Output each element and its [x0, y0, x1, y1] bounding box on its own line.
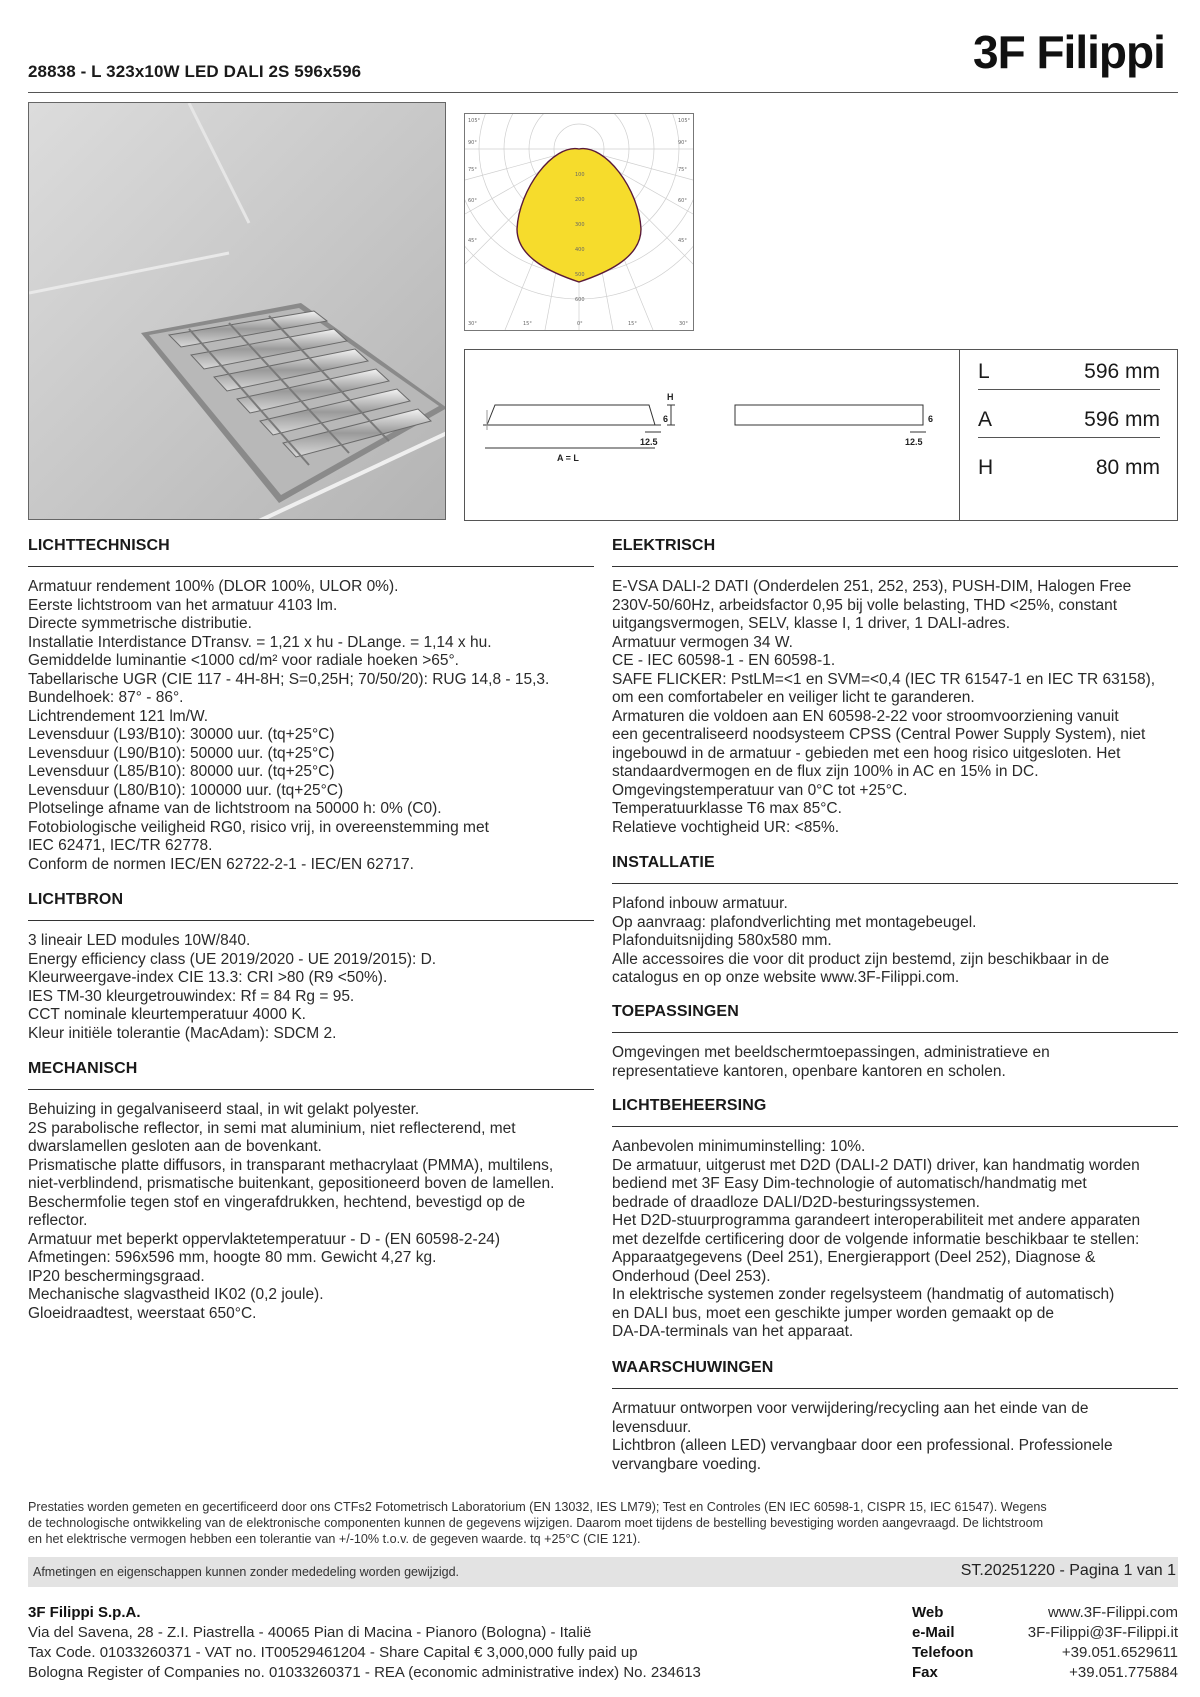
text-line: SAFE FLICKER: PstLM=<1 en SVM=<0,4 (IEC TR 61547-1 en IEC TR 63158), [612, 670, 1156, 688]
text-line: reflector. [28, 1212, 88, 1229]
footnote-line: de technologische ontwikkeling van de elektronische componenten kunnen de gegevens wijzigen. Daarom moet tijdens de bestelling bevestiging worden aangevraagd. De lichtstroom [28, 1516, 1044, 1530]
text-line: bediend met 3F Easy Dim-technologie of automatisch/handmatig met [612, 1175, 1087, 1192]
dim-label: A [978, 408, 993, 431]
text-line: uitgangsvermogen, SELV, klasse I, 1 driver, 1 DALI-adres. [612, 615, 1011, 632]
section-body [28, 578, 594, 874]
section-heading: MECHANISCH [28, 1060, 594, 1090]
text-line: Onderhoud (Deel 253). [612, 1267, 771, 1285]
dim-12-5-right: 12.5 [905, 437, 923, 447]
text-line: E-VSA DALI-2 DATI (Onderdelen 251, 252, 253), PUSH-DIM, Halogen Free [612, 578, 1132, 595]
company-tax: Tax Code. 01033260371 - VAT no. IT00529461204 - Share Capital € 3,000,000 fully paid up [28, 1644, 638, 1661]
contact-key: Fax [912, 1664, 938, 1681]
brand-logo [973, 22, 1178, 80]
text-line: Installatie Interdistance DTransv. = 1,21 x hu - DLange. = 1,14 x hu. [28, 633, 492, 651]
text-line: Bundelhoek: 87° - 86°. [28, 689, 184, 706]
text-line: Eerste lichtstroom van het armatuur 4103 lm. [28, 596, 338, 614]
section-waarschuwingen [612, 1359, 1178, 1474]
polar-radial-label: 100 [575, 172, 585, 178]
text-line: vervangbare voeding. [612, 1455, 762, 1473]
dim-divider [959, 350, 960, 520]
dim-6-left: 6 [663, 414, 669, 424]
polar-angle-label: 90° [678, 140, 687, 146]
logo-text: 3F Filippi [973, 26, 1165, 78]
text-line: Het D2D-stuurprogramma garandeert interoperabiliteit met andere apparaten [612, 1212, 1141, 1229]
disclaimer-bar [28, 1557, 1178, 1587]
text-line: Levensduur (L93/B10): 30000 uur. (tq+25°C) [28, 726, 335, 743]
contact-key: e-Mail [912, 1624, 955, 1641]
text-line: 230V-50/60Hz, arbeidsfactor 0,95 bij volle belasting, THD <25%, constant [612, 596, 1118, 614]
section-lichttechnisch [28, 537, 594, 874]
section-elektrisch [612, 537, 1178, 837]
dim-6-right: 6 [928, 414, 934, 424]
text-line: Plotselinge afname van de lichtstroom na 50000 h: 0% (C0). [28, 800, 442, 817]
dim-label: L [978, 360, 990, 383]
contact-row-email [912, 1623, 1178, 1643]
section-lichtbron [28, 891, 594, 1043]
dim-h-label: H [667, 392, 674, 402]
polar-angle-label: 90° [468, 140, 477, 146]
text-line: Beschermfolie tegen stof en vingerafdrukken, hechtend, bevestigd op de [28, 1193, 526, 1211]
polar-angle-label: 45° [678, 238, 687, 244]
section-lichtbeheersing [612, 1097, 1178, 1342]
polar-angle-label: 60° [678, 198, 687, 204]
dim-value: 80 mm [1095, 456, 1160, 479]
text-line: Tabellarische UGR (CIE 117 - 4H-8H; S=0,25H; 70/50/20): RUG 14,8 - 15,3. [28, 670, 550, 688]
company-register: Bologna Register of Companies no. 01033260371 - REA (economic administrative index) No. 234613 [28, 1664, 701, 1681]
section-body [612, 1400, 1178, 1474]
section-body [612, 1044, 1178, 1081]
text-line: Gloeidraadtest, weerstaat 650°C. [28, 1304, 257, 1322]
email-link[interactable]: 3F-Filippi@3F-Filippi.it [1027, 1624, 1178, 1641]
text-line: om een comfortabeler en veiliger licht te garanderen. [612, 689, 975, 706]
text-line: dwarslamellen gesloten aan de bovenkant. [28, 1138, 322, 1155]
polar-bottom-label: 15° [628, 321, 637, 327]
text-line: Kleurweergave-index CIE 13.3: CRI >80 (R9 <50%). [28, 969, 388, 986]
polar-radial-label: 500 [575, 272, 585, 278]
text-line: ingebouwd in de armatuur - gebieden met een hoog risico uitgesloten. Het [612, 744, 1121, 762]
text-line: Levensduur (L90/B10): 50000 uur. (tq+25°C) [28, 744, 335, 762]
dim-12-5-left: 12.5 [640, 437, 658, 447]
text-line: Energy efficiency class (UE 2019/2020 - UE 2019/2015): D. [28, 950, 437, 968]
contact-key: Web [912, 1604, 944, 1621]
footnote [28, 1499, 1178, 1547]
web-link[interactable]: www.3F-Filippi.com [1047, 1604, 1178, 1621]
polar-angle-label: 105° [678, 118, 691, 124]
text-line: Lichtbron (alleen LED) vervangbaar door een professional. Professionele [612, 1437, 1113, 1454]
dim-label: H [978, 456, 994, 479]
phone-value: +39.051.6529611 [1061, 1644, 1178, 1661]
text-line: Omgevingstemperatuur van 0°C tot +25°C. [612, 781, 908, 799]
footnote-line: en het elektrische vermogen hebben een tolerantie van +/-10% t.o.v. de gegeven waarde. tq +25°C (CIE 121). [28, 1532, 641, 1546]
section-installatie [612, 854, 1178, 988]
section-mechanisch [28, 1060, 594, 1323]
text-line: Plafonduitsnijding 580x580 mm. [612, 932, 832, 949]
text-line: Levensduur (L80/B10): 100000 uur. (tq+25°C) [28, 781, 344, 799]
text-line: IP20 beschermingsgraad. [28, 1267, 205, 1285]
section-heading: WAARSCHUWINGEN [612, 1359, 1178, 1389]
polar-angle-label: 105° [468, 118, 481, 124]
company-name: 3F Filippi S.p.A. [28, 1604, 141, 1621]
text-line: Fotobiologische veiligheid RG0, risico vrij, in overeenstemming met [28, 818, 489, 836]
dimension-drawing [465, 350, 959, 520]
section-toepassingen [612, 1003, 1178, 1081]
polar-radial-label: 200 [575, 197, 585, 203]
company-address: Via del Savena, 28 - Z.I. Piastrella - 40065 Pian di Macina - Pianoro (Bologna) - Italië [28, 1624, 592, 1641]
section-heading: ELEKTRISCH [612, 537, 1178, 567]
polar-radial-label: 300 [575, 222, 585, 228]
text-line: Temperatuurklasse T6 max 85°C. [612, 800, 842, 817]
text-line: Aanbevolen minimuminstelling: 10%. [612, 1138, 866, 1155]
text-line: Prismatische platte diffusors, in transparant methacrylaat (PMMA), multilens, [28, 1156, 554, 1174]
text-line: Levensduur (L85/B10): 80000 uur. (tq+25°C) [28, 763, 335, 780]
text-line: Apparaatgegevens (Deel 251), Energierapport (Deel 252), Diagnose & [612, 1249, 1096, 1266]
text-line: Armatuur rendement 100% (DLOR 100%, ULOR 0%). [28, 578, 399, 595]
footnote-line: Prestaties worden gemeten en gecertificeerd door ons CTFs2 Fotometrisch Laboratorium (EN 13032, IES LM79); Test en Controles (EN IEC 60598-1, CISPR 15, IEC 61547). Wegens [28, 1500, 1047, 1514]
text-line: met dezelfde certificering door de volgende informatie beschikbaar te stellen: [612, 1230, 1140, 1248]
text-line: een gecentraliseerd noodsysteem CPSS (Central Power Supply System), niet [612, 726, 1146, 743]
text-line: Armatuur ontworpen voor verwijdering/recycling aan het einde van de [612, 1400, 1089, 1417]
text-line: IEC 62471, IEC/TR 62778. [28, 837, 213, 854]
section-body [28, 1101, 594, 1323]
polar-radial-label: 600 [575, 297, 585, 303]
text-line: Armatuur vermogen 34 W. [612, 633, 793, 651]
header-rule [28, 92, 1178, 93]
text-line: Omgevingen met beeldschermtoepassingen, administratieve en [612, 1044, 1050, 1061]
dim-value: 596 mm [1084, 360, 1160, 383]
section-heading: LICHTBRON [28, 891, 594, 921]
disclaimer-text: Afmetingen en eigenschappen kunnen zonder mededeling worden gewijzigd. [33, 1565, 459, 1579]
company-info [28, 1603, 701, 1683]
section-body [28, 932, 594, 1043]
dim-value: 596 mm [1084, 408, 1160, 431]
text-line: catalogus en op onze website www.3F-Filippi.com. [612, 969, 960, 986]
contact-info [912, 1603, 1178, 1683]
dim-row-l [978, 350, 1160, 390]
contact-key: Telefoon [912, 1644, 974, 1661]
text-line: Behuizing in gegalvaniseerd staal, in wit gelakt polyester. [28, 1101, 420, 1118]
contact-row-fax [912, 1663, 1178, 1683]
polar-angle-label: 75° [468, 167, 477, 173]
section-heading: TOEPASSINGEN [612, 1003, 1178, 1033]
text-line: 3 lineair LED modules 10W/840. [28, 932, 251, 949]
dim-row-h [978, 446, 1160, 486]
text-line: Armatuur met beperkt oppervlaktetemperatuur - D - (EN 60598-2-24) [28, 1230, 501, 1248]
text-line: niet-verblindend, prismatische buitenkant, gepositioneerd boven de lamellen. [28, 1175, 555, 1192]
text-line: CCT nominale kleurtemperatuur 4000 K. [28, 1006, 306, 1023]
polar-bottom-label: 30° [468, 321, 477, 327]
text-line: bedrade of draadloze DALI/D2D-besturingssystemen. [612, 1193, 980, 1211]
contact-row-web [912, 1603, 1178, 1623]
text-line: standaardvermogen en de flux zijn 100% in AC en 15% in DC. [612, 763, 1039, 780]
text-line: Mechanische slagvastheid IK02 (0,2 joule). [28, 1286, 324, 1303]
contact-row-phone [912, 1643, 1178, 1663]
text-line: en DALI bus, moet een geschikte jumper worden gemaakt op de [612, 1304, 1055, 1322]
text-line: Directe symmetrische distributie. [28, 615, 252, 632]
text-line: representatieve kantoren, openbare kantoren en scholen. [612, 1062, 1006, 1080]
product-photo [28, 102, 446, 520]
text-line: Kleur initiële tolerantie (MacAdam): SDCM 2. [28, 1024, 337, 1042]
dim-row-a [978, 398, 1160, 438]
text-line: Lichtrendement 121 lm/W. [28, 707, 209, 725]
text-line: DA-DA-terminals van het apparaat. [612, 1323, 854, 1340]
fax-value: +39.051.775884 [1069, 1664, 1178, 1681]
text-line: Plafond inbouw armatuur. [612, 895, 788, 912]
polar-angle-label: 60° [468, 198, 477, 204]
polar-bottom-label: 15° [523, 321, 532, 327]
polar-angle-label: 45° [468, 238, 477, 244]
page-info: ST.20251220 - Pagina 1 van 1 [960, 1562, 1176, 1579]
dim-row-rule [978, 389, 1160, 390]
polar-angle-label: 75° [678, 167, 687, 173]
polar-bottom-label: 0° [577, 321, 583, 327]
text-line: Alle accessoires die voor dit product zijn bestemd, zijn beschikbaar in de [612, 950, 1110, 968]
text-line: Conform de normen IEC/EN 62722-2-1 - IEC/EN 62717. [28, 855, 414, 873]
dimensions-box [464, 349, 1178, 521]
section-heading: LICHTTECHNISCH [28, 537, 594, 567]
polar-light-distribution [464, 113, 694, 331]
section-body [612, 1138, 1178, 1342]
text-line: Afmetingen: 596x596 mm, hoogte 80 mm. Gewicht 4,27 kg. [28, 1249, 437, 1266]
text-line: levensduur. [612, 1418, 692, 1436]
text-line: CE - IEC 60598-1 - EN 60598-1. [612, 652, 836, 669]
section-heading: INSTALLATIE [612, 854, 1178, 884]
text-line: In elektrische systemen zonder regelsysteem (handmatig of automatisch) [612, 1286, 1115, 1303]
text-line: Op aanvraag: plafondverlichting met montagebeugel. [612, 913, 977, 931]
text-line: Armaturen die voldoen aan EN 60598-2-22 voor stroomvoorziening vanuit [612, 707, 1119, 725]
text-line: Gemiddelde luminantie <1000 cd/m² voor radiale hoeken >65°. [28, 652, 459, 669]
polar-curve [517, 149, 641, 282]
polar-bottom-label: 30° [679, 321, 688, 327]
polar-radial-label: 400 [575, 247, 585, 253]
section-body [612, 895, 1178, 988]
text-line: IES TM-30 kleurgetrouwindex: Rf = 84 Rg = 95. [28, 987, 355, 1005]
product-title: 28838 - L 323x10W LED DALI 2S 596x596 [28, 62, 362, 81]
text-line: De armatuur, uitgerust met D2D (DALI-2 DATI) driver, kan handmatig worden [612, 1156, 1140, 1174]
text-line: Relatieve vochtigheid UR: <85%. [612, 818, 840, 836]
dim-row-rule [978, 437, 1160, 438]
section-body [612, 578, 1178, 837]
section-heading: LICHTBEHEERSING [612, 1097, 1178, 1127]
dim-span-label: A = L [557, 453, 579, 463]
text-line: 2S parabolische reflector, in semi mat aluminium, niet reflecterend, met [28, 1119, 516, 1137]
